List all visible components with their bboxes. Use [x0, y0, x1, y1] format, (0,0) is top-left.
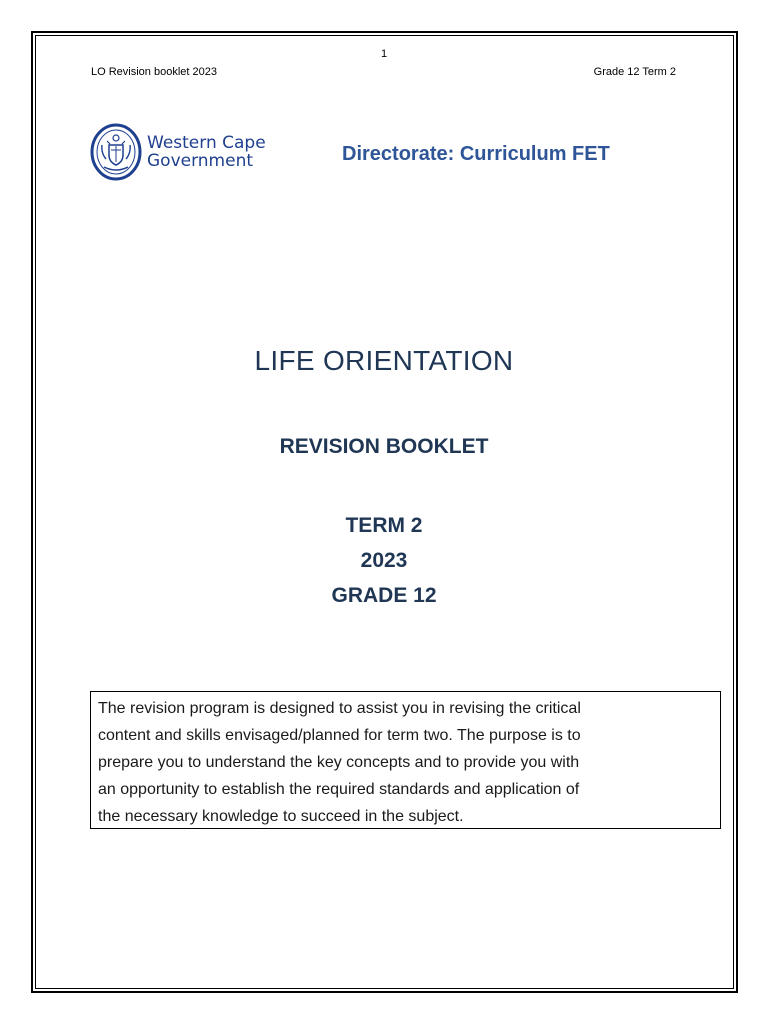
directorate-heading: Directorate: Curriculum FET [342, 143, 610, 165]
western-cape-logo [90, 123, 266, 181]
revision-info-box [90, 691, 721, 829]
info-line: an opportunity to establish the required standards and application of [98, 781, 580, 798]
info-line: content and skills envisaged/planned for term two. The purpose is to [98, 727, 581, 744]
logo-line-government: Government [147, 151, 254, 171]
grade-label: GRADE 12 [331, 584, 437, 607]
logo-text [147, 134, 266, 170]
page-number: 1 [380, 48, 388, 60]
document-subtitle: REVISION BOOKLET [279, 435, 489, 458]
term-block [0, 508, 768, 613]
year-label: 2023 [360, 549, 408, 572]
info-line: the necessary knowledge to succeed in the subject. [98, 808, 464, 825]
term-label: TERM 2 [345, 514, 423, 537]
info-line: prepare you to understand the key concepts and to provide you with [98, 754, 580, 771]
header-right-text: Grade 12 Term 2 [593, 66, 676, 78]
logo-line-western-cape: Western Cape [147, 133, 266, 153]
document-title: LIFE ORIENTATION [254, 345, 514, 376]
coat-of-arms-icon [90, 123, 142, 181]
header-left-text: LO Revision booklet 2023 [91, 66, 217, 78]
info-line: The revision program is designed to assist you in revising the critical [98, 700, 581, 717]
